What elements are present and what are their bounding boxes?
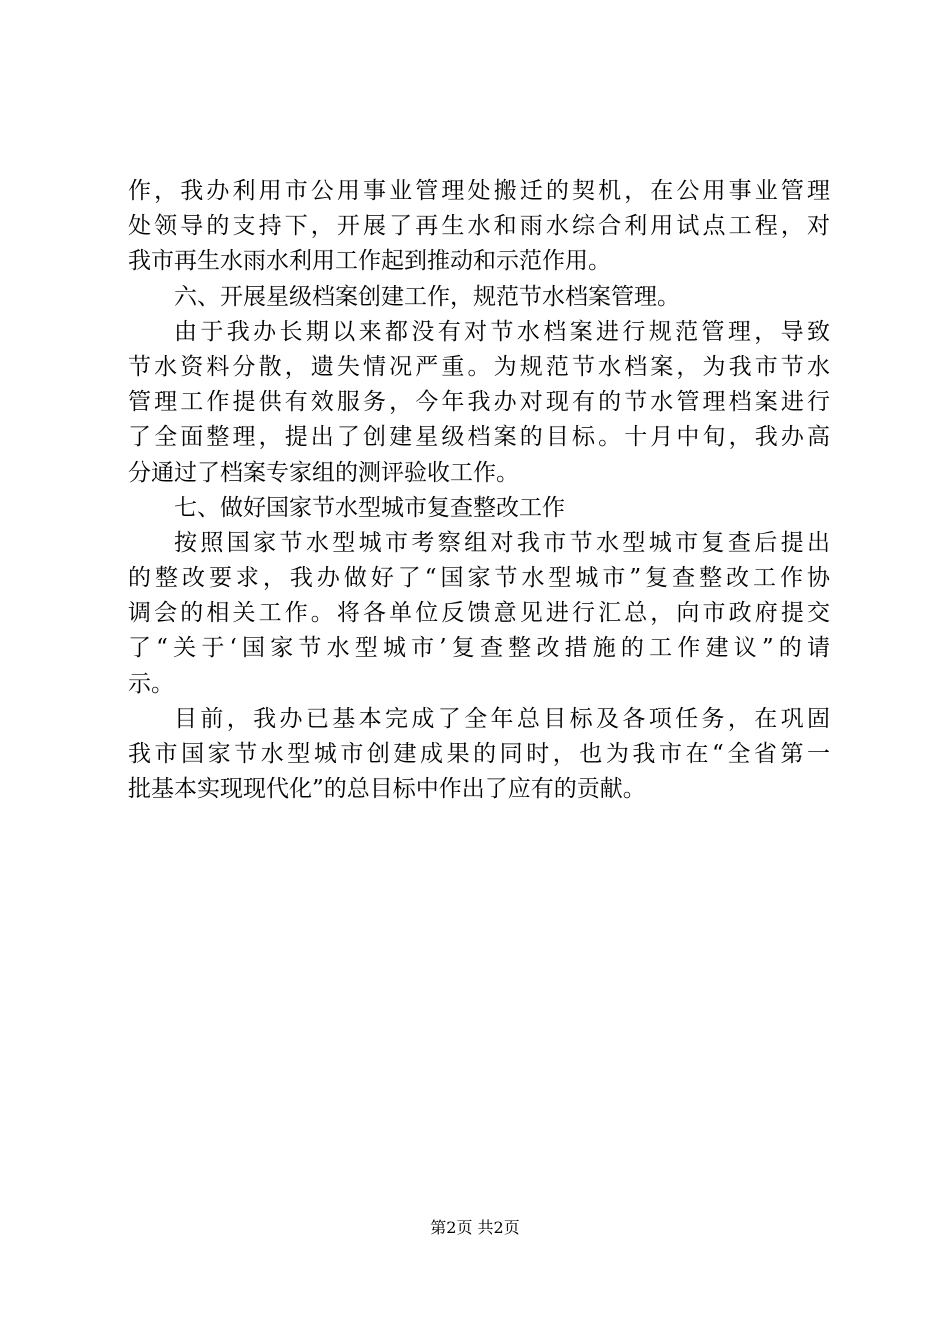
page-number-footer: 第2页 共2页 [430, 1218, 520, 1237]
body-line: 目前，我办已基本完成了全年总目标及各项任务，在巩固 [174, 705, 830, 732]
body-line: 我市国家节水型城市创建成果的同时，也为我市在“全省第一 [128, 741, 830, 767]
body-line: 管理工作提供有效服务，今年我办对现有的节水管理档案进行 [128, 389, 830, 416]
body-line: 了全面整理，提出了创建星级档案的目标。十月中旬，我办高 [128, 424, 830, 451]
body-line: 分通过了档案专家组的测评验收工作。 [128, 459, 519, 486]
section-heading-7: 七、做好国家节水型城市复查整改工作 [174, 494, 565, 521]
body-line: 处领导的支持下，开展了再生水和雨水综合利用试点工程，对 [128, 213, 830, 240]
body-line: 的整改要求，我办做好了“国家节水型城市”复查整改工作协 [128, 565, 830, 592]
body-line: 我市再生水雨水利用工作起到推动和示范作用。 [128, 248, 611, 275]
body-line: 作，我办利用市公用事业管理处搬迁的契机，在公用事业管理 [128, 178, 830, 204]
document-body [128, 174, 830, 807]
body-line: 调会的相关工作。将各单位反馈意见进行汇总，向市政府提交 [128, 600, 830, 627]
body-line: 示。 [128, 670, 174, 697]
section-heading-6: 六、开展星级档案创建工作，规范节水档案管理。 [174, 283, 680, 310]
body-line: 按照国家节水型城市考察组对我市节水型城市复查后提出 [174, 529, 830, 556]
body-line: 节水资料分散，遗失情况严重。为规范节水档案，为我市节水 [128, 353, 830, 380]
body-line: 由于我办长期以来都没有对节水档案进行规范管理，导致 [174, 318, 830, 345]
body-line: 了“关于‘国家节水型城市’复查整改措施的工作建议”的请 [128, 635, 830, 662]
body-line: 批基本实现现代化”的总目标中作出了应有的贡献。 [128, 776, 646, 803]
